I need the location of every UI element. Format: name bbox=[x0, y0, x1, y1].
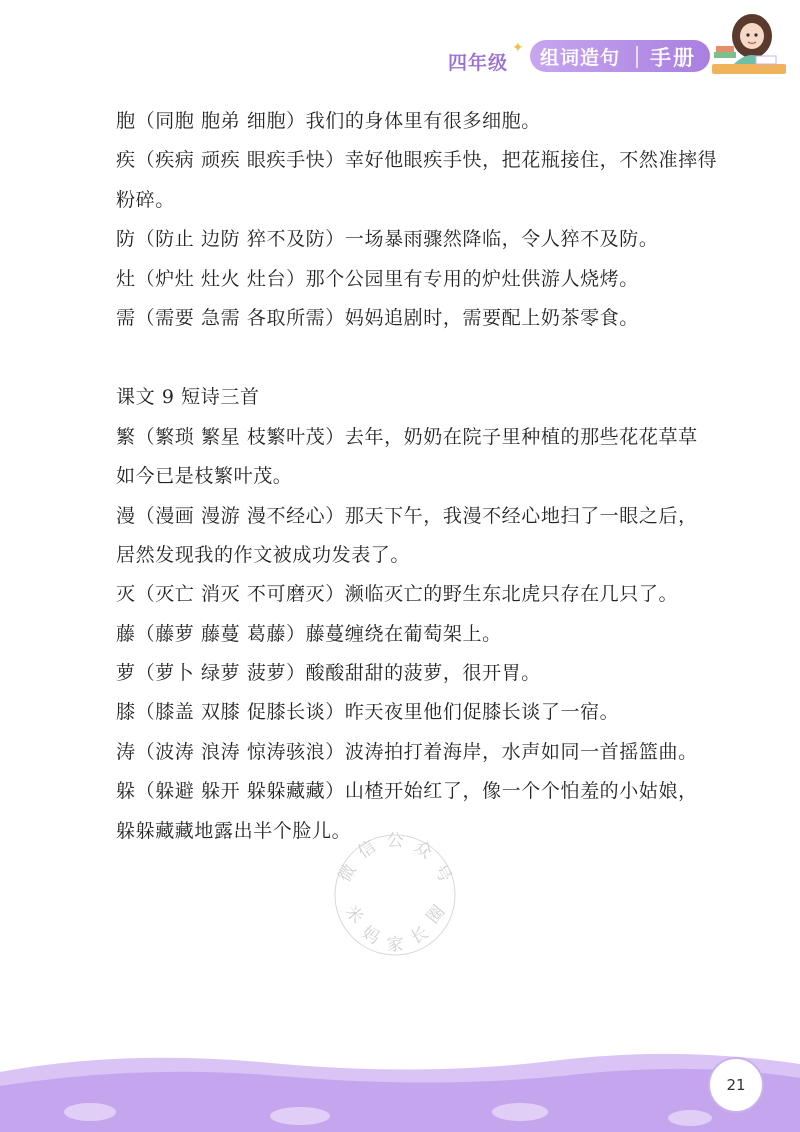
page-content bbox=[116, 102, 718, 851]
svg-text:公: 公 bbox=[386, 831, 404, 851]
svg-text:长: 长 bbox=[407, 922, 432, 949]
watermark-seal bbox=[330, 830, 460, 960]
entry-line: 繁（繁琐 繁星 枝繁叶茂）去年，奶奶在院子里种植的那些花花草草 bbox=[116, 425, 698, 448]
entry-line: 需（需要 急需 各取所需）妈妈追剧时，需要配上奶茶零食。 bbox=[116, 306, 639, 329]
title-divider bbox=[636, 46, 638, 68]
svg-text:微: 微 bbox=[334, 861, 361, 886]
entry-line: 如今已是枝繁叶茂。 bbox=[116, 465, 293, 488]
entry-line: 灶（炉灶 灶火 灶台）那个公园里有专用的炉灶供游人烧烤。 bbox=[116, 267, 639, 290]
svg-text:圈: 圈 bbox=[423, 901, 450, 928]
book-title: 组词造句 bbox=[540, 47, 621, 69]
entry-line: 防（防止 边防 猝不及防）一场暴雨骤然降临，令人猝不及防。 bbox=[116, 228, 659, 251]
book-subtitle: 手册 bbox=[650, 46, 696, 70]
entry-line: 萝（萝卜 绿萝 菠萝）酸酸甜甜的菠萝，很开胃。 bbox=[116, 662, 541, 685]
svg-text:米: 米 bbox=[340, 901, 367, 928]
entry-line: 居然发现我的作文被成功发表了。 bbox=[116, 543, 411, 566]
entry-line: 疾（疾病 顽疾 眼疾手快）幸好他眼疾手快，把花瓶接住，不然准摔得 bbox=[116, 149, 718, 172]
entry-line: 漫（漫画 漫游 漫不经心）那天下午，我漫不经心地扫了一眼之后， bbox=[116, 504, 698, 527]
footer-wave bbox=[0, 1020, 800, 1132]
svg-text:家: 家 bbox=[386, 935, 404, 955]
entry-line: 膝（膝盖 双膝 促膝长谈）昨天夜里他们促膝长谈了一宿。 bbox=[116, 701, 620, 724]
page-number: 21 bbox=[708, 1057, 764, 1113]
section-spacer bbox=[116, 338, 696, 378]
entry-line: 粉碎。 bbox=[116, 188, 175, 211]
section-title: 课文 9 短诗三首 bbox=[116, 386, 260, 409]
svg-text:妈: 妈 bbox=[358, 922, 383, 949]
svg-text:信: 信 bbox=[354, 836, 380, 863]
entry-line: 躲躲藏藏地露出半个脸儿。 bbox=[116, 819, 352, 842]
girl-reading-illustration-icon bbox=[712, 12, 786, 76]
svg-text:众: 众 bbox=[410, 836, 436, 863]
entry-line: 躲（躲避 躲开 躲躲藏藏）山楂开始红了，像一个个怕羞的小姑娘， bbox=[116, 780, 698, 803]
sparkle-icon: ✦ bbox=[512, 40, 524, 56]
svg-text:号: 号 bbox=[429, 861, 456, 886]
entry-line: 藤（藤萝 藤蔓 葛藤）藤蔓缠绕在葡萄架上。 bbox=[116, 622, 502, 645]
entry-line: 胞（同胞 胞弟 细胞）我们的身体里有很多细胞。 bbox=[116, 110, 541, 132]
page-header bbox=[0, 0, 800, 90]
grade-label: 四年级 bbox=[448, 52, 509, 74]
entry-line: 涛（波涛 浪涛 惊涛骇浪）波涛拍打着海岸，水声如同一首摇篮曲。 bbox=[116, 740, 698, 763]
entry-line: 灭（灭亡 消灭 不可磨灭）濒临灭亡的野生东北虎只存在几只了。 bbox=[116, 583, 679, 606]
